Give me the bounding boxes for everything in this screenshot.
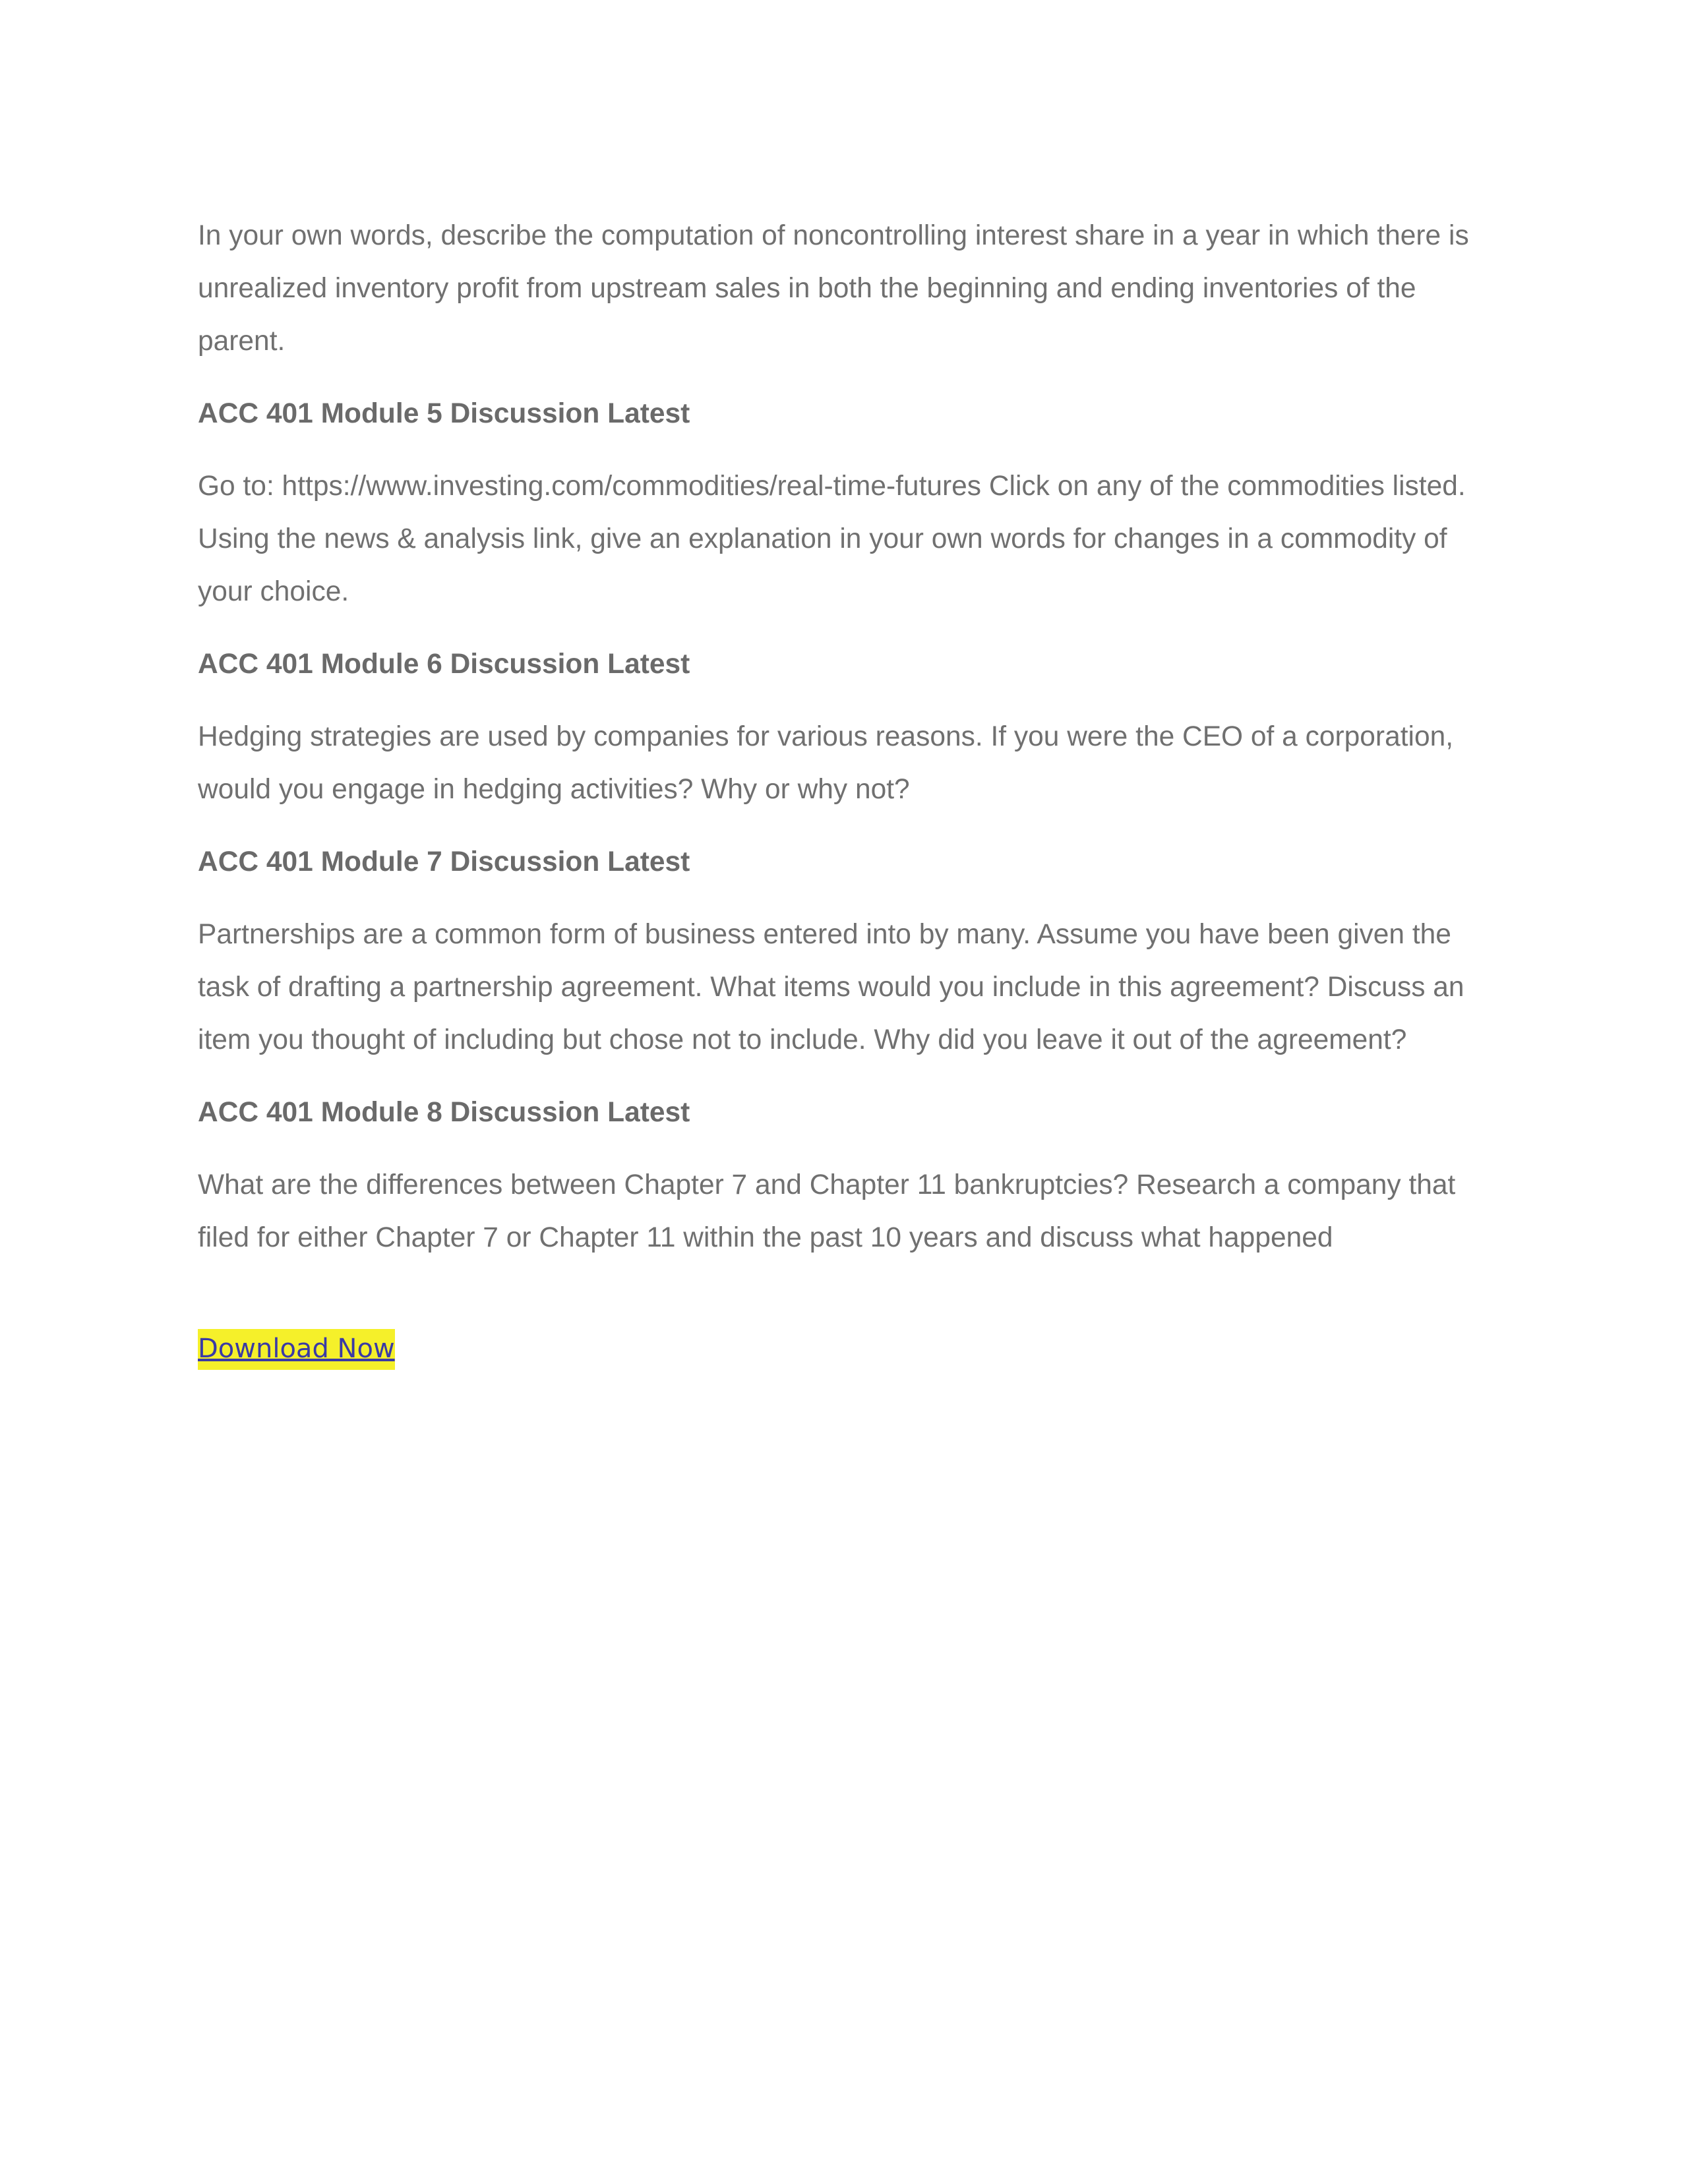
section-module-8 [198,1086,1484,1264]
download-container [198,1329,1484,1373]
section-body: What are the differences between Chapter 7 and Chapter 11 bankruptcies? Research a company that filed for either Chapter 7 or Chapter 11 within the past 10 years and discuss what happened [198,1169,1456,1253]
section-heading: ACC 401 Module 7 Discussion Latest [198,846,690,877]
section-body: Go to: https://www.investing.com/commodities/real-time-futures Click on any of the commodities listed. Using the news & analysis link, give an explanation in your own words for changes in a commodity of your choice. [198,471,1466,607]
intro-paragraph: In your own words, describe the computation of noncontrolling interest share in a year in which there is unrealized inventory profit from upstream sales in both the beginning and ending inventories of the parent. [198,220,1469,357]
section-heading: ACC 401 Module 5 Discussion Latest [198,398,690,429]
section-module-6 [198,638,1484,816]
download-now-link[interactable]: Download Now [198,1329,395,1370]
section-module-7 [198,836,1484,1067]
document-page [198,210,1484,1373]
section-module-5 [198,388,1484,618]
section-heading: ACC 401 Module 6 Discussion Latest [198,649,690,680]
section-body: Partnerships are a common form of business entered into by many. Assume you have been given the task of drafting a partnership agreement. What items would you include in this agreement? Discuss an item you thought of including but chose not to include. Why did you leave it out of the agreement? [198,919,1464,1055]
section-heading: ACC 401 Module 8 Discussion Latest [198,1097,690,1128]
section-body: Hedging strategies are used by companies for various reasons. If you were the CEO of a corporation, would you engage in hedging activities? Why or why not? [198,721,1454,805]
